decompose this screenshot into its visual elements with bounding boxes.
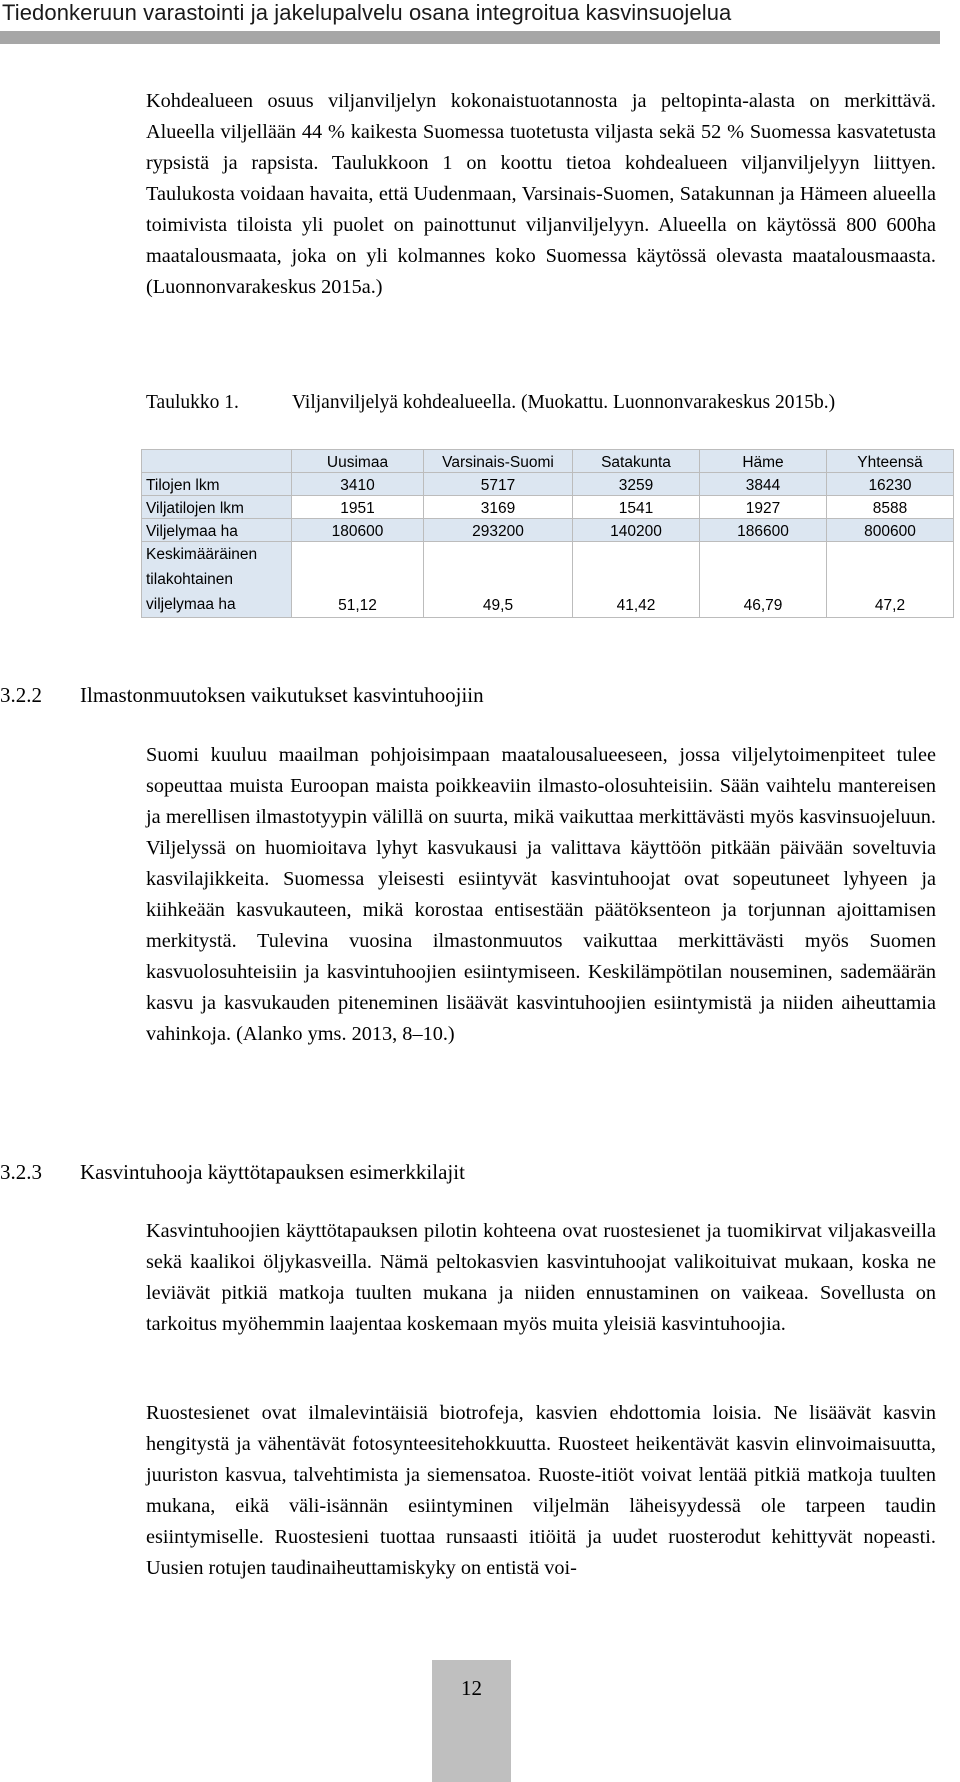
table-row-label-line: Keskimääräinen xyxy=(146,546,258,563)
section-number: 3.2.3 xyxy=(0,1160,42,1184)
table-cell: 49,5 xyxy=(424,542,573,618)
table-cell: 8588 xyxy=(827,496,954,519)
section-title: Kasvintuhooja käyttötapauksen esimerkkilajit xyxy=(80,1160,465,1184)
table-header-cell: Yhteensä xyxy=(827,450,954,473)
table-cell: 186600 xyxy=(700,519,827,542)
table-row xyxy=(142,542,954,618)
table-cell: 51,12 xyxy=(292,542,424,618)
table-caption-text: Viljanviljelyä kohdealueella. (Muokattu. Luonnonvarakeskus 2015b.) xyxy=(292,392,836,413)
table-cell: 3259 xyxy=(573,473,700,496)
table-cell: 47,2 xyxy=(827,542,954,618)
table-row xyxy=(142,496,954,519)
table-cell: 180600 xyxy=(292,519,424,542)
table-header-cell: Häme xyxy=(700,450,827,473)
table-cell: 800600 xyxy=(827,519,954,542)
section-heading-322 xyxy=(0,683,484,708)
data-table xyxy=(141,449,954,618)
running-header-title: Tiedonkeruun varastointi ja jakelupalvelu osana integroitua kasvinsuojelua xyxy=(2,0,732,25)
section-heading-323 xyxy=(0,1160,465,1185)
table-row-label: Tilojen lkm xyxy=(142,473,292,496)
table-row xyxy=(142,519,954,542)
section-title: Ilmastonmuutoksen vaikutukset kasvintuhoojiin xyxy=(80,683,484,707)
intro-paragraph: Kohdealueen osuus viljanviljelyn kokonaistuotannosta ja peltopinta-alasta on merkittävä. Alueella viljellään 44 % kaikesta Suomessa tuotetusta viljasta sekä 52 % Suomessa kasvatetusta rypsistä ja rapsista. Taulukkoon 1 on koottu tietoa kohdealueen viljanviljelyyn liittyen. Taulukosta voidaan havaita, että Uudenmaan, Varsinais-Suomen, Satakunnan ja Hämeen alueella toimivista tiloista yli puolet on painottunut viljanviljelyyn. Alueella on käytössä 800 600ha maatalousmaata, joka on yli kolmannes koko Suomessa käytössä olevasta maatalousmaasta. (Luonnonvarakeskus 2015a.) xyxy=(146,90,936,298)
table-cell: 3410 xyxy=(292,473,424,496)
table-row-label: Viljelymaa ha xyxy=(142,519,292,542)
section-number: 3.2.2 xyxy=(0,683,42,707)
table-header-cell: Varsinais-Suomi xyxy=(424,450,573,473)
table-cell: 3844 xyxy=(700,473,827,496)
table-header-row xyxy=(142,450,954,473)
table-header-cell xyxy=(142,450,292,473)
table-cell: 293200 xyxy=(424,519,573,542)
header-rule xyxy=(0,31,940,44)
table-cell: 1927 xyxy=(700,496,827,519)
page-number: 12 xyxy=(461,1676,482,1700)
table-row-label-line: viljelymaa ha xyxy=(146,596,236,613)
table-caption-number: Taulukko 1. xyxy=(146,392,239,413)
table-cell: 140200 xyxy=(573,519,700,542)
table-cell: 1541 xyxy=(573,496,700,519)
table-row-label-line: tilakohtainen xyxy=(146,571,234,588)
table-header-cell: Uusimaa xyxy=(292,450,424,473)
table-cell: 16230 xyxy=(827,473,954,496)
table-cell: 46,79 xyxy=(700,542,827,618)
table-caption xyxy=(146,392,835,414)
table-cell: 41,42 xyxy=(573,542,700,618)
table-cell: 1951 xyxy=(292,496,424,519)
section-322-paragraph: Suomi kuuluu maailman pohjoisimpaan maatalousalueeseen, jossa viljelytoimenpiteet tulee sopeuttaa muista Euroopan maista poikkeaviin ilmasto-olosuhteisiin. Sään vaihtelu mantereisen ja merellisen ilmastotyypin välillä on suurta, mikä vaikuttaa merkittävästi myös kasvinsuojeluun. Viljelyssä on huomioitava lyhyt kasvukausi ja valittava käyttöön pitkään päivään soveltuvia kasvilajikkeita. Suomessa yleisesti esiintyvät kasvintuhoojat ovat sopeutuneet lyhyeen ja kiihkeään kasvukauteen, mikä korostaa entisestään päätöksenteon ja torjunnan ajoittamisen merkitystä. Tulevina vuosina ilmastonmuutos vaikuttaa merkittävästi myös Suomen kasvuolosuhteisiin ja kasvintuhoojien esiintymiseen. Keskilämpötilan nouseminen, sademäärän kasvu ja kasvukauden piteneminen lisäävät kasvintuhoojien esiintymistä ja niiden aiheuttamia vahinkoja. (Alanko yms. 2013, 8–10.) xyxy=(146,744,936,1045)
table-cell: 3169 xyxy=(424,496,573,519)
table-row-label: Viljatilojen lkm xyxy=(142,496,292,519)
table-header-cell: Satakunta xyxy=(573,450,700,473)
page-number-box xyxy=(432,1660,511,1782)
table-row-label xyxy=(142,542,292,618)
table-cell: 5717 xyxy=(424,473,573,496)
section-323-paragraph-1: Kasvintuhoojien käyttötapauksen pilotin kohteena ovat ruostesienet ja tuomikirvat viljakasveilla sekä kaalikoi öljykasveilla. Nämä peltokasvien kasvintuhoojat valikoituivat mukaan, koska ne leviävät pitkiä matkoja tuulten mukana ja niiden ennustaminen on vaikeaa. Sovellusta on tarkoitus myöhemmin laajentaa koskemaan myös muita yleisiä kasvintuhoojia. xyxy=(146,1220,936,1335)
section-323-paragraph-2: Ruostesienet ovat ilmalevintäisiä biotrofeja, kasvien ehdottomia loisia. Ne lisäävät kasvin hengitystä ja vähentävät fotosynteesitehokkuutta. Ruosteet heikentävät kasvin elinvoimaisuutta, juuriston kasvua, talvehtimista ja siemensatoa. Ruoste-itiöt voivat lentää pitkiä matkoja tuulten mukana, eikä väli-isännän esiintyminen viljelmän läheisyydessä ole tarpeen taudin esiintymiselle. Ruostesieni tuottaa runsaasti itiöitä ja uudet ruosterodut kehittyvät nopeasti. Uusien rotujen taudinaiheuttamiskyky on entistä voi- xyxy=(146,1402,936,1579)
table-row xyxy=(142,473,954,496)
